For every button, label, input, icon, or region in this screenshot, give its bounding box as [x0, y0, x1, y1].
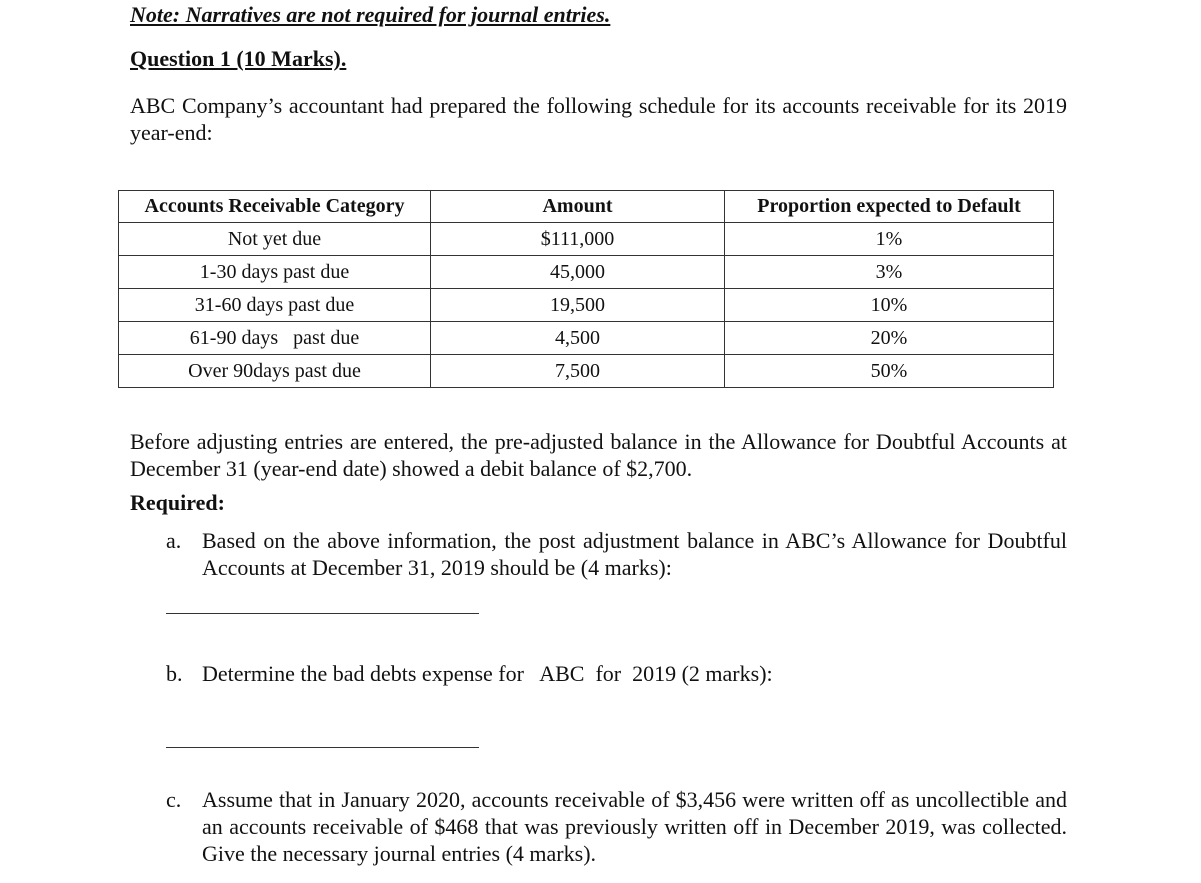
proportion-cell: 1% [725, 223, 1054, 256]
question-item-c [166, 786, 1067, 867]
item-marker: b. [166, 661, 183, 686]
answer-line-a[interactable] [166, 613, 479, 614]
amount-cell: $111,000 [431, 223, 725, 256]
item-text: Determine the bad debts expense for ABC for 2019 (2 marks): [202, 661, 773, 686]
amount-cell: 19,500 [431, 289, 725, 322]
proportion-cell: 20% [725, 322, 1054, 355]
question-item-b [166, 660, 1067, 687]
category-cell: Not yet due [119, 223, 431, 256]
question-item-a [166, 527, 1067, 581]
category-cell: Over 90days past due [119, 355, 431, 388]
category-cell: 61-90 days past due [119, 322, 431, 355]
allowance-paragraph: Before adjusting entries are entered, the pre-adjusted balance in the Allowance for Doubtful Accounts at December 31 (year-end date) showed a debit balance of $2,700. [130, 429, 1067, 481]
item-marker: a. [166, 528, 182, 553]
receivables-schedule-table [118, 190, 1054, 388]
item-text: Assume that in January 2020, accounts receivable of $3,456 were written off as uncollectible and an accounts receivable of $468 that was previously written off in December 2019, was collected. Give the necessary journal entries (4 marks). [202, 787, 1067, 866]
proportion-cell: 50% [725, 355, 1054, 388]
amount-cell: 4,500 [431, 322, 725, 355]
table-row [119, 322, 1054, 355]
note-text: Note: Narratives are not required for journal entries. [130, 2, 611, 27]
item-marker: c. [166, 787, 182, 812]
proportion-cell: 10% [725, 289, 1054, 322]
table-row [119, 256, 1054, 289]
intro-paragraph: ABC Company’s accountant had prepared the following schedule for its accounts receivable for its 2019 year-end: [130, 93, 1067, 145]
question-title: Question 1 (10 Marks). [130, 46, 347, 71]
category-cell: 1-30 days past due [119, 256, 431, 289]
proportion-cell: 3% [725, 256, 1054, 289]
item-text: Based on the above information, the post adjustment balance in ABC’s Allowance for Doubtful Accounts at December 31, 2019 should be (4 marks): [202, 528, 1067, 580]
table-row [119, 289, 1054, 322]
required-heading: Required: [130, 490, 225, 515]
header-proportion: Proportion expected to Default [725, 191, 1054, 223]
answer-line-b[interactable] [166, 747, 479, 748]
header-amount: Amount [431, 191, 725, 223]
table-header-row [119, 191, 1054, 223]
amount-cell: 7,500 [431, 355, 725, 388]
amount-cell: 45,000 [431, 256, 725, 289]
table-row [119, 355, 1054, 388]
header-category: Accounts Receivable Category [119, 191, 431, 223]
table-row [119, 223, 1054, 256]
category-cell: 31-60 days past due [119, 289, 431, 322]
